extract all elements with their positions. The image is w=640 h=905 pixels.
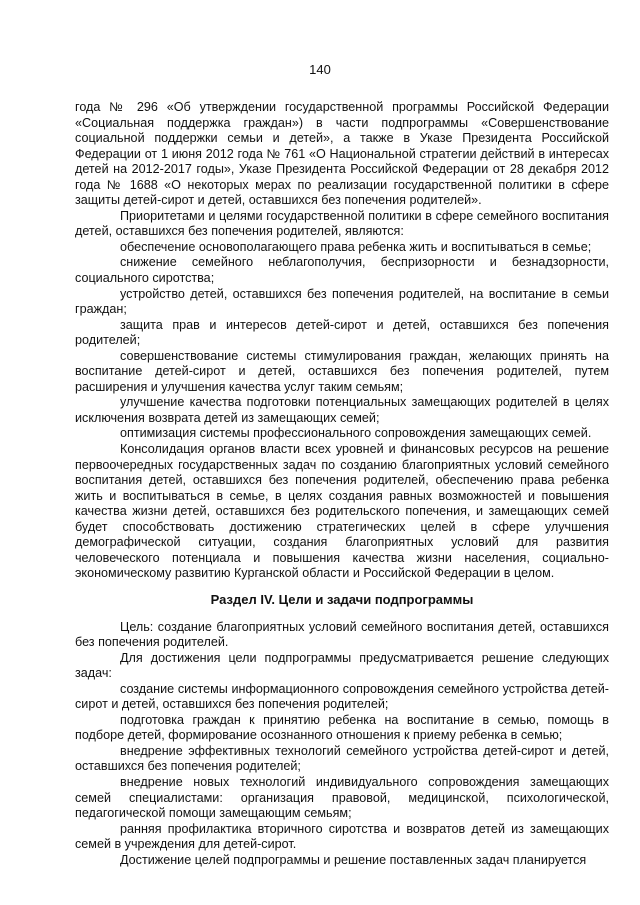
paragraph: оптимизация системы профессионального сопровождения замещающих семей. — [120, 426, 592, 441]
paragraph: Приоритетами и целями государственной политики в сфере семейного воспитания детей, оставшихся без попечения родителей, являются: — [75, 208, 609, 239]
paragraph: подготовка граждан к принятию ребенка на воспитание в семью, помощь в подборе детей, формирование осознанного отношения к приему ребенка в семью; — [75, 712, 609, 743]
paragraph: защита прав и интересов детей-сирот и детей, оставшихся без попечения родителей; — [75, 317, 609, 348]
page-number: 140 — [309, 62, 331, 77]
paragraph: Цель: создание благоприятных условий семейного воспитания детей, оставшихся без попечения родителей. — [75, 619, 609, 650]
document-body — [75, 100, 609, 868]
paragraph: года № 296 «Об утверждении государственной программы Российской Федерации «Социальная поддержка граждан») в части подпрограммы «Совершенствование социальной поддержки семьи и детей», а также в Указе Президента Российской Федерации от 1 июня 2012 года № 761 «О Национальной стратегии действий в интересах детей на 2012-2017 годы», Указе Президента Российской Федерации от 28 декабря 2012 года № 1688 «О некоторых мерах по реализации государственной политики в сфере защиты детей-сирот и детей, оставшихся без попечения родителей». — [75, 100, 609, 208]
paragraph: совершенствование системы стимулирования граждан, желающих принять на воспитание детей-сирот и детей, оставшихся без попечения родителей, путем расширения и улучшения качества услуг таким семьям; — [75, 348, 609, 394]
paragraph: Достижение целей подпрограммы и решение поставленных задач планируется — [120, 852, 587, 867]
paragraph: улучшение качества подготовки потенциальных замещающих родителей в целях исключения возврата детей из замещающих семей; — [75, 395, 609, 425]
goals-paragraphs — [75, 620, 609, 869]
paragraph: Для достижения цели подпрограммы предусматривается решение следующих задач: — [75, 650, 609, 681]
section-heading: Раздел IV. Цели и задачи подпрограммы — [210, 591, 474, 607]
paragraph: внедрение новых технологий индивидуального сопровождения замещающих семей специалистами: организация правовой, медицинской, психологической, педагогической помощи замещающим семьям; — [75, 774, 609, 821]
paragraph: обеспечение основополагающего права ребенка жить и воспитываться в семье; — [120, 239, 592, 254]
paragraph: устройство детей, оставшихся без попечения родителей, на воспитание в семьи граждан; — [75, 286, 609, 317]
paragraph: Консолидация органов власти всех уровней и финансовых ресурсов на решение первоочередных государственных задач по созданию благоприятных условий семейного воспитания детей, оставшихся без попечения родителей, обеспечению права ребенка жить и воспитываться в семье, в целях создания равных возможностей и повышения качества жизни детей, оставшихся без родительского попечения, и замещающих семей будет способствовать достижению стратегических целей в сфере улучшения демографической ситуации, создания благоприятных условий для развития человеческого потенциала и повышения качества жизни населения, социально-экономическому развитию Курганской области и Российской Федерации в целом. — [75, 442, 609, 581]
paragraph: ранняя профилактика вторичного сиротства и возвратов детей из замещающих семей в учреждения для детей-сирот. — [75, 821, 609, 852]
paragraph: снижение семейного неблагополучия, беспризорности и безнадзорности, социального сиротства; — [75, 255, 609, 286]
paragraph: внедрение эффективных технологий семейного устройства детей-сирот и детей, оставшихся без попечения родителей; — [75, 743, 609, 774]
top-paragraphs — [75, 100, 609, 582]
paragraph: создание системы информационного сопровождения семейного устройства детей-сирот и детей, оставшихся без попечения родителей; — [75, 681, 609, 712]
